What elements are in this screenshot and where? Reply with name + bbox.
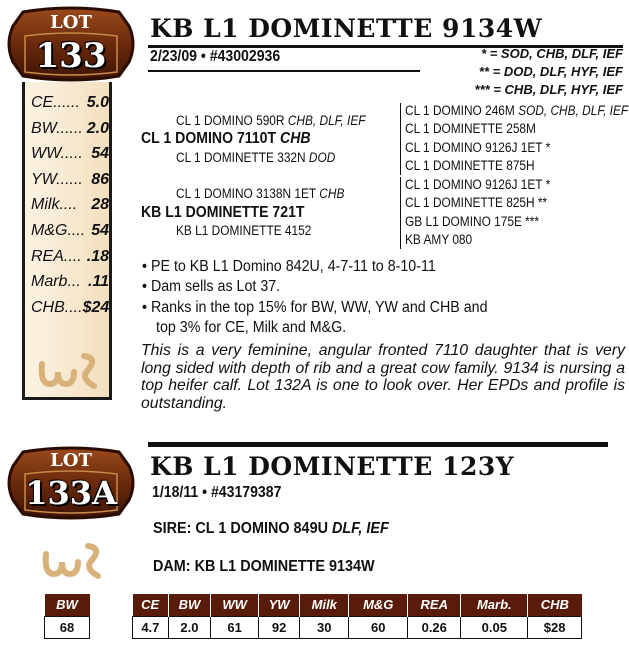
ancestor-name: CL 1 DOMINO 9126J 1ET * xyxy=(405,139,551,155)
epd-label: CHB.... xyxy=(31,298,83,316)
dam-dam: KB L1 DOMINETTE 4152 xyxy=(176,223,312,238)
ancestor-name: CL 1 DOMINETTE 825H ** xyxy=(405,195,548,211)
epd-table-header: Marb. xyxy=(461,594,528,616)
lot2-sire-tags: DLF, IEF xyxy=(331,520,389,537)
epd-row xyxy=(31,299,109,317)
epd-table-header: BW xyxy=(168,594,210,616)
sire-sire-name: CL 1 DOMINO 590R xyxy=(176,113,285,128)
lot-number: 133A xyxy=(25,474,117,512)
epd-table-value: 60 xyxy=(349,616,408,638)
pedigree-ancestor xyxy=(405,158,535,173)
pedigree-ancestor xyxy=(405,121,536,136)
pedigree-ancestor xyxy=(405,232,472,247)
ped-divider-top xyxy=(400,103,401,175)
dam-sire xyxy=(176,186,344,201)
epd-label: WW..... xyxy=(31,145,83,163)
epd-value: .18 xyxy=(86,247,109,265)
epd-table-value: 92 xyxy=(259,616,300,638)
bullet-1: • PE to KB L1 Domino 842U, 4-7-11 to 8-10-11 xyxy=(142,258,436,275)
epd-table-header: WW xyxy=(211,594,259,616)
bw-value: 68 xyxy=(45,616,90,638)
lot-number: 133 xyxy=(35,36,107,76)
sire-name: CL 1 DOMINO 7110T xyxy=(141,130,277,147)
pedigree-ancestor xyxy=(405,214,539,229)
epd-row xyxy=(31,273,109,291)
ancestor-name: CL 1 DOMINO 246M xyxy=(405,103,515,118)
epd-table-value: 2.0 xyxy=(168,616,210,638)
epd-label: M&G.... xyxy=(31,222,86,239)
bw-table xyxy=(44,594,90,639)
sire-dam xyxy=(176,150,335,165)
legend-line-2: ** = DOD, DLF, HYF, IEF xyxy=(478,64,623,79)
lot-word: LOT xyxy=(50,12,92,33)
bullet-3-text: Ranks in the top 15% for BW, WW, YW and CHB and xyxy=(150,299,488,316)
epd-value: 28 xyxy=(91,196,109,214)
lot-word: LOT xyxy=(50,450,92,471)
pedigree-ancestor xyxy=(405,177,550,192)
dam-sire-tags: CHB xyxy=(319,186,345,201)
ancestor-name: CL 1 DOMINO 9126J 1ET * xyxy=(405,177,551,192)
sub-rule xyxy=(148,70,420,72)
ancestor-tags: SOD, CHB, DLF, IEF xyxy=(518,103,629,118)
bw-header: BW xyxy=(45,594,90,616)
epd-value: $24 xyxy=(82,298,110,316)
epd-table xyxy=(132,594,582,639)
epd-label: REA.... xyxy=(31,247,82,265)
bullet-3: • Ranks in the top 15% for BW, WW, YW and CHB and xyxy=(142,299,488,316)
epd-value: 86 xyxy=(91,170,109,188)
epd-row xyxy=(31,94,109,112)
lot2-sire-label: SIRE: CL 1 DOMINO 849U xyxy=(153,520,328,537)
epd-table-header: CE xyxy=(133,594,169,616)
sire-dam-tags: DOD xyxy=(308,150,336,165)
epd-row xyxy=(31,248,109,266)
lot2-dam: DAM: KB L1 DOMINETTE 9134W xyxy=(153,558,375,575)
bullet-2: • Dam sells as Lot 37. xyxy=(142,278,281,295)
ped-divider-bottom xyxy=(400,177,401,249)
brand-mark-icon xyxy=(40,540,106,582)
epd-table-header: Milk xyxy=(300,594,349,616)
lot2-sire xyxy=(153,520,389,538)
epd-row xyxy=(31,120,109,138)
epd-table-header: YW xyxy=(259,594,300,616)
epd-value: 2.0 xyxy=(86,119,109,137)
legend-line-3: *** = CHB, DLF, HYF, IEF xyxy=(474,82,623,97)
lot-badge-133 xyxy=(3,6,139,82)
pedigree-ancestor xyxy=(405,103,628,118)
sire-dam-name: CL 1 DOMINETTE 332N xyxy=(176,150,306,165)
epd-label: YW...... xyxy=(31,170,83,188)
dam: KB L1 DOMINETTE 721T xyxy=(141,204,305,221)
ancestor-name: KB AMY 080 xyxy=(405,231,473,247)
brand-mark-icon xyxy=(36,350,102,392)
epd-label: Marb... xyxy=(31,273,81,291)
lot2-birth-reg: 1/18/11 • #43179387 xyxy=(152,484,282,501)
lot-badge-133a xyxy=(3,446,139,520)
lot1-title: KB L1 DOMINETTE 9134W xyxy=(150,14,543,43)
ancestor-name: GB L1 DOMINO 175E *** xyxy=(405,213,540,229)
epd-table-value: 30 xyxy=(300,616,349,638)
epd-value: 5.0 xyxy=(86,94,109,111)
lot2-top-rule xyxy=(148,442,608,447)
lot2-title: KB L1 DOMINETTE 123Y xyxy=(150,452,515,481)
legend-line-1: * = SOD, CHB, DLF, IEF xyxy=(481,46,623,61)
epd-value: 54 xyxy=(91,222,109,239)
epd-row xyxy=(31,171,109,189)
lot1-description: This is a very feminine, angular fronted 7110 daughter that is very long sided with depth of rib and a great cow family. 9134 is nursing a top heifer calf. Lot 132A is one to look over. Her EPDs and profile is outstanding. xyxy=(141,342,625,412)
sire xyxy=(141,130,311,148)
ancestor-name: CL 1 DOMINETTE 875H xyxy=(405,157,535,173)
epd-label: BW...... xyxy=(31,119,83,137)
sire-sire xyxy=(176,113,366,128)
epd-label: CE...... xyxy=(31,94,80,111)
pedigree-ancestor xyxy=(405,195,547,210)
epd-row xyxy=(31,196,109,214)
epd-table-header: M&G xyxy=(349,594,408,616)
epd-row xyxy=(31,222,109,240)
bullet-4-text: top 3% for CE, Milk and M&G. xyxy=(156,319,347,336)
pedigree-ancestor xyxy=(405,140,550,155)
bullet-2-text: Dam sells as Lot 37. xyxy=(150,278,281,295)
ancestor-name: CL 1 DOMINETTE 258M xyxy=(405,121,536,137)
epd-label: Milk.... xyxy=(31,196,78,214)
epd-row xyxy=(31,145,109,163)
lot1-birth-reg: 2/23/09 • #43002936 xyxy=(150,48,281,65)
epd-table-value: 61 xyxy=(211,616,259,638)
sire-sire-tags: CHB, DLF, IEF xyxy=(287,113,366,128)
epd-table-value: 0.26 xyxy=(408,616,461,638)
epd-table-header: REA xyxy=(408,594,461,616)
epd-value: .11 xyxy=(87,273,109,291)
bullet-1-text: PE to KB L1 Domino 842U, 4-7-11 to 8-10-11 xyxy=(150,258,436,275)
epd-value: 54 xyxy=(91,145,109,163)
bullet-3-cont xyxy=(156,319,346,337)
sire-tags: CHB xyxy=(280,130,311,147)
epd-table-value: $28 xyxy=(528,616,582,638)
epd-table-value: 0.05 xyxy=(461,616,528,638)
epd-table-value: 4.7 xyxy=(133,616,169,638)
epd-table-header: CHB xyxy=(528,594,582,616)
dam-sire-name: CL 1 DOMINO 3138N 1ET xyxy=(176,186,316,201)
